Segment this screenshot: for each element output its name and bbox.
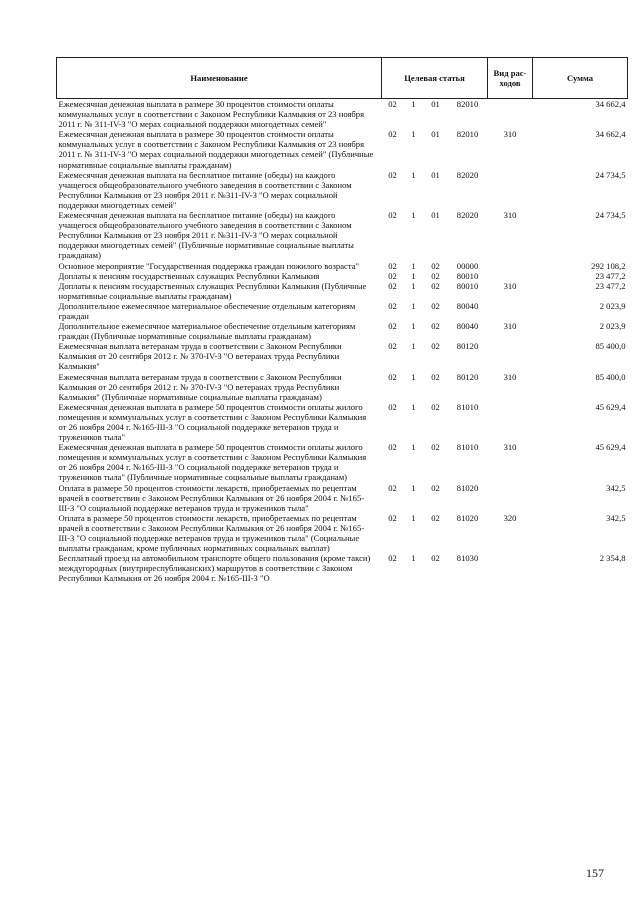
row-code-event: 02 [431,401,440,412]
row-code-event: 01 [431,210,440,221]
row-sum: 342,5 [606,482,626,493]
table-row [57,99,628,130]
row-expense-type: 310 [503,371,517,382]
row-code-event: 02 [431,300,440,311]
row-code-direction: 80010 [456,280,479,291]
budget-table [56,57,628,584]
table-row [57,483,628,513]
row-name: Ежемесячная выплата ветеранам труда в соответствии с Законом Республики Калмыкия от 20 сентября 2012 г. № 370-IV-З "О ветеранах труда Республики Калмыкия" (Публичные нормативные социальные выплаты гражданам) [58,371,342,402]
row-code-subprogram: 1 [411,99,416,109]
row-code-subprogram: 1 [411,300,416,311]
row-expense-type [488,99,533,130]
row-code-program: 02 [388,553,397,564]
row-name: Бесплатный проезд на автомобильном транспорте общего пользования (кроме такси) междугородных (внутриреспубликанских) маршрутов в соответствии с Законом Республики Калмыкия от 26 ноября 2004 г. №165-III-З "О [58,553,371,584]
row-code-subprogram: 1 [411,260,416,271]
row-sum: 45 629,4 [595,401,626,412]
header-target-article: Целевая статья [382,58,488,99]
budget-table-page [56,57,627,584]
row-expense-type [488,271,533,281]
row-sum: 2 354,8 [599,553,626,564]
row-name: Доплаты к пенсиям государственных служащих Республики Калмыкия [58,270,320,281]
row-name: Основное мероприятие "Государственная поддержка граждан пожилого возраста" [58,260,360,271]
row-expense-type [488,261,533,271]
row-code-program: 02 [388,482,397,493]
row-code-event: 02 [431,512,440,523]
row-code-direction: 81010 [456,401,479,412]
row-code-subprogram: 1 [411,270,416,281]
table-row [57,321,628,341]
row-sum: 85 400,0 [595,371,626,382]
row-code-direction: 81010 [456,442,479,453]
row-code-direction: 81020 [456,512,479,523]
header-expense-type: Вид рас-ходов [488,58,533,99]
row-code-program: 02 [388,210,397,221]
row-code-event: 02 [431,280,440,291]
row-code-event: 02 [431,321,440,332]
row-sum: 23 477,2 [595,270,626,281]
row-code-subprogram: 1 [411,129,416,140]
row-code-program: 02 [388,99,397,109]
row-name: Ежемесячная денежная выплата на бесплатное питание (обеды) на каждого учащегося общеобразовательного учебного заведения в соответствии с Законом Республики Калмыкия от 23 ноября 2011 г. №311-IV-З "О мерах социальной поддержки многодетных семей" [58,169,352,210]
row-code-direction: 81030 [456,553,479,564]
row-expense-type: 310 [503,129,517,140]
table-row [57,281,628,301]
header-sum: Сумма [533,58,628,99]
row-code-direction: 80120 [456,371,479,382]
row-code-program: 02 [388,371,397,382]
row-code-direction: 80040 [456,300,479,311]
table-row [57,513,628,553]
table-row [57,170,628,210]
table-row [57,341,628,371]
row-code-program: 02 [388,442,397,453]
row-code-program: 02 [388,300,397,311]
row-code-subprogram: 1 [411,482,416,493]
row-code-event: 02 [431,341,440,352]
row-code-program: 02 [388,280,397,291]
row-code-program: 02 [388,321,397,332]
row-name: Ежемесячная денежная выплата в размере 30 процентов стоимости оплаты коммунальных услуг в соответствии с Законом Республики Калмыкия от 23 ноября 2011 г. № 311-IV-З "О мерах социальной поддержки многодетных семей" [58,99,365,130]
row-sum: 34 662,4 [595,129,626,140]
row-code-direction: 82010 [456,99,479,109]
row-code-event: 02 [431,482,440,493]
row-code-program: 02 [388,270,397,281]
table-row [57,442,628,482]
row-code-event: 02 [431,270,440,281]
table-row [57,210,628,260]
row-name: Ежемесячная денежная выплата в размере 50 процентов стоимости оплаты жилого помещения и коммунальных услуг в соответствии с Законом Республики Калмыкия от 26 ноября 2004 г. №165-III-З "О социальной поддержке ветеранов труда и тружеников тыла" (Публичные нормативные социальные выплаты гражданам) [58,442,367,483]
row-name: Оплата в размере 50 процентов стоимости лекарств, приобретаемых по рецептам врачей в соответствии с Законом Республики Калмыкия от 26 ноября 2004 г. №165-III-З "О социальной поддержке ветеранов труда и тружеников тыла" (Социальные выплаты гражданам, кроме публичных нормативных социальных выплат) [58,512,365,554]
row-sum: 2 023,9 [599,300,626,311]
row-expense-type [488,483,533,513]
row-code-subprogram: 1 [411,321,416,332]
row-name: Ежемесячная денежная выплата в размере 50 процентов стоимости оплаты жилого помещения и коммунальных услуг в соответствии с Законом Республики Калмыкия от 26 ноября 2004 г. №165-III-З "О социальной поддержке ветеранов труда и тружеников тыла" [58,401,367,443]
table-row [57,301,628,321]
row-expense-type [488,402,533,442]
row-code-direction: 82010 [456,129,479,140]
row-expense-type [488,170,533,210]
row-name: Дополнительное ежемесячное материальное обеспечение отдельным категориям граждан (Публичные нормативные социальные выплаты гражданам) [58,321,356,342]
row-sum: 85 400,0 [595,341,626,352]
row-code-direction: 80040 [456,321,479,332]
row-code-direction: 80120 [456,341,479,352]
row-sum: 342,5 [606,512,626,523]
page-number: 157 [586,866,604,880]
table-row [57,271,628,281]
row-name: Дополнительное ежемесячное материальное обеспечение отдельным категориям граждан [58,300,356,321]
row-name: Ежемесячная денежная выплата в размере 30 процентов стоимости оплаты коммунальных услуг в соответствии с Законом Республики Калмыкия от 23 ноября 2011 г. № 311-IV-З "О мерах социальной поддержки многодетных семей" (Публичные нормативные социальные выплаты гражданам) [58,129,374,170]
row-code-event: 01 [431,129,440,140]
row-code-direction: 82020 [456,210,479,221]
row-name: Доплаты к пенсиям государственных служащих Республики Калмыкия (Публичные нормативные социальные выплаты гражданам) [58,280,367,301]
row-code-subprogram: 1 [411,512,416,523]
row-sum: 45 629,4 [595,442,626,453]
row-expense-type [488,553,533,583]
table-header [57,58,628,99]
row-code-program: 02 [388,341,397,352]
row-code-subprogram: 1 [411,401,416,412]
table-row [57,402,628,442]
row-code-event: 02 [431,553,440,564]
row-name: Ежемесячная денежная выплата на бесплатное питание (обеды) на каждого учащегося общеобразовательного учебного заведения в соответствии с Законом Республики Калмыкия от 23 ноября 2011 г. №311-IV-З "О мерах социальной поддержки многодетных семей" (Публичные нормативные социальные выплаты гражданам) [58,210,354,261]
row-expense-type: 310 [503,210,517,221]
row-code-direction: 80010 [456,270,479,281]
row-sum: 34 662,4 [595,99,626,109]
row-sum: 23 477,2 [595,280,626,291]
row-code-event: 01 [431,169,440,180]
row-name: Ежемесячная выплата ветеранам труда в соответствии с Законом Республики Калмыкия от 20 сентября 2012 г. № 370-IV-З "О ветеранах труда Республики Калмыкия" [58,341,342,372]
row-code-direction: 82020 [456,169,479,180]
row-expense-type: 320 [503,512,517,523]
row-expense-type [488,301,533,321]
row-code-direction: 00000 [456,260,479,271]
table-row [57,372,628,402]
row-expense-type: 310 [503,321,517,332]
row-expense-type: 310 [503,442,517,453]
row-code-program: 02 [388,401,397,412]
table-body [57,99,628,584]
row-sum: 24 734,5 [595,210,626,221]
row-code-subprogram: 1 [411,371,416,382]
header-name: Наименование [57,58,382,99]
table-row [57,129,628,169]
row-name: Оплата в размере 50 процентов стоимости лекарств, приобретаемых по рецептам врачей в соответствии с Законом Республики Калмыкия от 26 ноября 2004 г. №165-III-З "О социальной поддержке ветеранов труда и тружеников тыла" [58,482,365,513]
row-code-program: 02 [388,129,397,140]
row-code-event: 02 [431,260,440,271]
row-sum: 292 108,2 [591,260,626,271]
row-code-direction: 81020 [456,482,479,493]
row-sum: 2 023,9 [599,321,626,332]
row-code-program: 02 [388,169,397,180]
row-code-subprogram: 1 [411,210,416,221]
row-code-program: 02 [388,512,397,523]
row-code-event: 02 [431,371,440,382]
row-code-subprogram: 1 [411,169,416,180]
table-row [57,553,628,583]
row-sum: 24 734,5 [595,169,626,180]
table-row [57,261,628,271]
row-code-subprogram: 1 [411,341,416,352]
row-code-program: 02 [388,260,397,271]
row-code-subprogram: 1 [411,442,416,453]
row-code-subprogram: 1 [411,553,416,564]
row-expense-type: 310 [503,280,517,291]
row-expense-type [488,341,533,371]
row-code-event: 02 [431,442,440,453]
row-code-subprogram: 1 [411,280,416,291]
row-code-event: 01 [431,99,440,109]
